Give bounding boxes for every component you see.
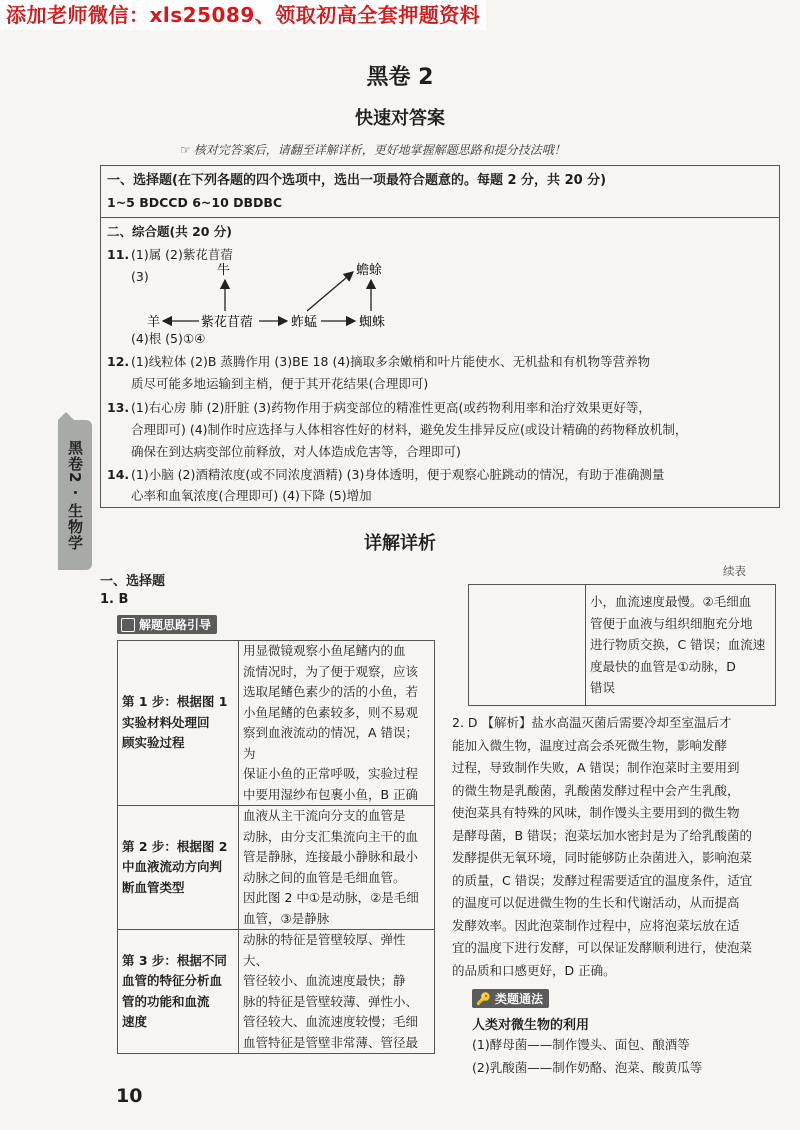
q2-line: 2. D 【解析】盐水高温灭菌后需要冷却至室温后才 bbox=[452, 715, 732, 730]
q11-line3: (4)根 (5)①④ bbox=[131, 331, 206, 346]
food-web-toad: 蟾蜍 bbox=[356, 262, 383, 277]
q11-line2: (3) bbox=[131, 269, 149, 284]
step-text-line: 小鱼尾鳍的色素较多，则不易观 bbox=[243, 704, 419, 720]
step-label-line: 第 2 步：根据图 2 bbox=[122, 838, 228, 854]
pencil-note-icon bbox=[121, 618, 135, 632]
page-number: 10 bbox=[116, 1085, 143, 1107]
food-web-cattle: 牛 bbox=[217, 262, 231, 277]
q13-line2: 合理即可) (4)制作时应选择与人体相容性好的材料，避免发生排异反应(或设计精确的药物释放机制， bbox=[131, 422, 688, 437]
class-title: 人类对微生物的利用 bbox=[472, 1018, 590, 1033]
step-text-line: 选取尾鳍色素少的活的小鱼，若 bbox=[243, 684, 419, 699]
step-label-line: 第 1 步：根据图 1 bbox=[122, 694, 228, 710]
food-web-alfalfa: 紫花苜蓿 bbox=[201, 314, 254, 329]
step-row bbox=[118, 806, 435, 930]
food-web-spider: 蜘蛛 bbox=[359, 314, 386, 329]
choice-answers: 1~5 BDCCD 6~10 DBDBC bbox=[107, 195, 283, 210]
q12-number: 12. bbox=[107, 354, 130, 369]
q13-line3: 确保在到达病变部位前释放，对人体造成危害等，合理即可) bbox=[131, 444, 461, 459]
step-text-line: 察到血液流动的情况，A 错误；为 bbox=[243, 725, 419, 761]
q13-number: 13. bbox=[107, 400, 130, 415]
step-label-line: 第 3 步：根据不同 bbox=[122, 952, 227, 968]
guide-badge-label: 解题思路引导 bbox=[139, 618, 212, 632]
q2-explanation bbox=[452, 712, 782, 982]
q2-line: 发酵效率。因此泡菜制作过程中，应将泡菜坛放在适 bbox=[452, 917, 740, 933]
step-text-line: 流情况时，为了便于观察，应该 bbox=[243, 663, 419, 679]
continued-empty-cell bbox=[469, 585, 586, 705]
continued-line: 进行物质交换，C 错误；血流速 bbox=[590, 637, 766, 652]
q2-line: 发酵提供无氧环境，同时能够防止杂菌进入，影响泡菜 bbox=[452, 850, 753, 865]
answer-box-divider bbox=[101, 217, 779, 218]
q2-line: 的温度可以促进微生物的生长和代谢活动，从而提高 bbox=[452, 895, 740, 910]
step-text-line: 管径较小、血流速度最快；静 bbox=[243, 973, 406, 988]
continued-line: 度最快的血管是①动脉，D bbox=[590, 658, 736, 674]
continued-line: 管便于血液与组织细胞充分地 bbox=[590, 615, 753, 631]
class-badge bbox=[472, 988, 549, 1008]
step-text-line: 动脉的特征是管壁较厚、弹性大、 bbox=[243, 932, 406, 968]
step-text-line: 血管，③是静脉 bbox=[243, 910, 330, 926]
comp-header: 二、综合题(共 20 分) bbox=[107, 224, 233, 239]
step-text-line: 血管特征是管壁非常薄、管径最 bbox=[243, 1034, 419, 1050]
choice-header: 一、选择题(在下列各题的四个选项中，选出一项最符合题意的。每题 2 分，共 20 分) bbox=[107, 173, 607, 188]
step-label bbox=[118, 930, 239, 1054]
q14-line1: (1)小脑 (2)酒精浓度(或不同浓度酒精) (3)身体透明，便于观察心脏跳动的情况，有助于准确测量 bbox=[131, 467, 665, 482]
q14-line2: 心率和血氧浓度(合理即可) (4)下降 (5)增加 bbox=[131, 488, 372, 503]
continued-label: 续表 bbox=[723, 564, 746, 578]
hand-pointer-icon: ☞ bbox=[180, 143, 191, 157]
step-text-line: 管径较大、血流速度较慢；毛细 bbox=[243, 1014, 419, 1029]
step-label-line: 中血液流动方向判 bbox=[122, 859, 223, 875]
q2-line: 过程，导致制作失败，A 错误；制作泡菜时主要用到 bbox=[452, 760, 740, 775]
q2-line: 的品质和口感更好，D 正确。 bbox=[452, 962, 616, 978]
step-text bbox=[239, 930, 435, 1054]
continued-line: 错误 bbox=[590, 680, 616, 695]
page-subtitle: 快速对答案 bbox=[355, 108, 445, 129]
step-text-line: 动脉，由分支汇集流向主干的血 bbox=[243, 828, 419, 844]
key-icon: 🔑 bbox=[476, 992, 491, 1006]
step-text-line: 用显微镜观察小鱼尾鳍内的血 bbox=[243, 643, 406, 658]
food-web-diagram bbox=[101, 256, 421, 336]
step-text-line: 保证小鱼的正常呼吸，实验过程 bbox=[243, 766, 419, 781]
step-text-line: 中要用湿纱布包裹小鱼，B 正确 bbox=[243, 786, 419, 802]
step-text bbox=[239, 806, 435, 930]
continued-text bbox=[590, 591, 772, 699]
q2-line: 的质量，C 错误；发酵过程需要适宜的温度条件，适宜 bbox=[452, 872, 753, 888]
q2-line: 使泡菜具有特殊的风味，制作馒头主要用到的微生物 bbox=[452, 805, 740, 820]
step-label bbox=[118, 641, 239, 806]
continued-table bbox=[468, 584, 776, 706]
step-label-line: 断血管类型 bbox=[122, 879, 185, 895]
step-text bbox=[239, 641, 435, 806]
step-text-line: 管是静脉，连接最小静脉和最小 bbox=[243, 849, 419, 864]
class-item: (2)乳酸菌——制作奶酪、泡菜、酸黄瓜等 bbox=[472, 1059, 703, 1075]
q12-line2: 质尽可能多地运输到主梢，便于其开花结果(合理即可) bbox=[131, 376, 429, 391]
step-row bbox=[118, 930, 435, 1054]
food-web-sheep: 羊 bbox=[147, 314, 161, 329]
answer-box bbox=[100, 165, 780, 508]
page-title: 黑卷 2 bbox=[366, 65, 434, 90]
step-label-line: 血管的特征分析血 bbox=[122, 973, 223, 988]
step-label-line: 速度 bbox=[122, 1014, 148, 1029]
side-tab: 黑卷2 · 生物学 bbox=[58, 420, 92, 570]
q12-line1: (1)线粒体 (2)B 蒸腾作用 (3)BE 18 (4)摘取多余嫩梢和叶片能使水、无机盐和有机物等营养物 bbox=[131, 354, 651, 369]
q2-line: 宜的温度下进行发酵，可以保证发酵顺利进行，使泡菜 bbox=[452, 940, 753, 955]
step-row bbox=[118, 641, 435, 806]
step-label-line: 顾实验过程 bbox=[122, 735, 185, 751]
class-items bbox=[472, 1034, 702, 1079]
food-web-cricket: 蚱蜢 bbox=[291, 314, 318, 329]
class-badge-label: 类题通法 bbox=[494, 992, 543, 1006]
step-label bbox=[118, 806, 239, 930]
q1-answer: 1. B bbox=[100, 592, 129, 607]
q14-number: 14. bbox=[107, 467, 130, 482]
q2-line: 是酵母菌，B 错误；泡菜坛加水密封是为了给乳酸菌的 bbox=[452, 827, 753, 843]
step-text-line: 因此图 2 中①是动脉，②是毛细 bbox=[243, 890, 419, 905]
q11-number: 11. bbox=[107, 247, 130, 262]
step-text-line: 动脉之间的血管是毛细血管。 bbox=[243, 869, 406, 885]
step-label-line: 管的功能和血流 bbox=[122, 993, 210, 1009]
tip-text: 核对完答案后，请翻至详解详析，更好地掌握解题思路和提分技法哦！ bbox=[193, 143, 566, 157]
watermark: 添加老师微信：xls25089、领取初高全套押题资料 bbox=[0, 0, 486, 30]
class-item: (1)酵母菌——制作馒头、面包、酿酒等 bbox=[472, 1037, 690, 1052]
q11-line1: (1)属 (2)紫花苜蓿 bbox=[131, 247, 233, 262]
guide-badge bbox=[117, 614, 217, 634]
tip-note bbox=[180, 141, 566, 158]
q2-line: 的微生物是乳酸菌，乳酸菌发酵过程中会产生乳酸， bbox=[452, 782, 740, 798]
side-tab-notch bbox=[58, 412, 74, 420]
section-heading: 一、选择题 bbox=[100, 574, 166, 589]
q2-line: 能加入微生物，温度过高会杀死微生物，影响发酵 bbox=[452, 737, 728, 753]
arrow-cricket-to-toad bbox=[307, 272, 353, 311]
continued-line: 小，血流速度最慢。②毛细血 bbox=[590, 594, 752, 609]
detail-title: 详解详析 bbox=[364, 533, 436, 554]
step-label-line: 实验材料处理回 bbox=[122, 714, 210, 730]
step-text-line: 血液从主干流向分支的血管是 bbox=[243, 808, 406, 823]
steps-table bbox=[117, 640, 435, 1054]
step-text-line: 脉的特征是管壁较薄、弹性小、 bbox=[243, 993, 419, 1009]
q13-line1: (1)右心房 肺 (2)肝脏 (3)药物作用于病变部位的精准性更高(或药物利用率和治疗效果更好等， bbox=[131, 400, 651, 415]
